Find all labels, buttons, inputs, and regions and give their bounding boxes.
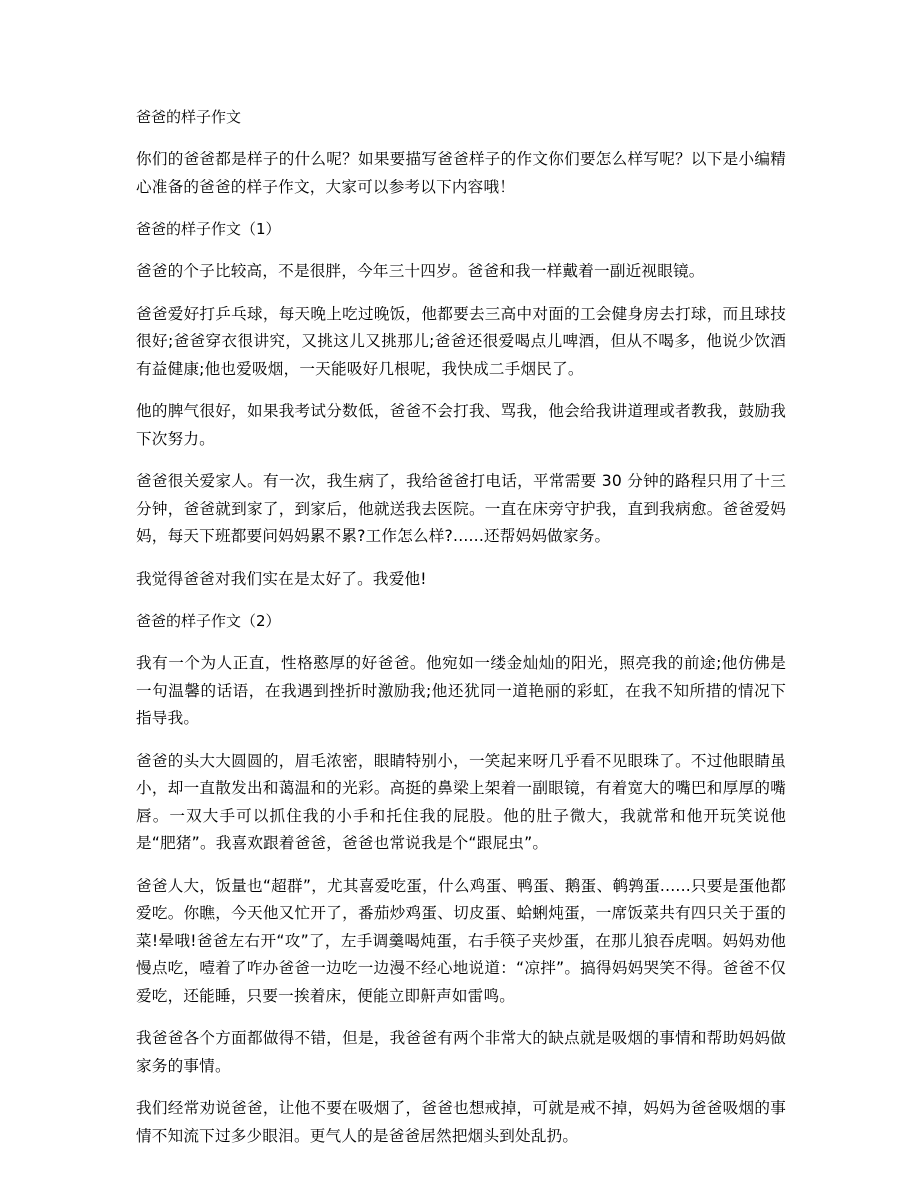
document-body (136, 104, 786, 1165)
essay-2-heading: 爸爸的样子作文（2） (136, 612, 281, 630)
essay-2-paragraph: 我爸爸各个方面都做得不错，但是，我爸爸有两个非常大的缺点就是吸烟的事情和帮助妈妈做家务的事情。 (136, 1029, 786, 1075)
essay-1-paragraph: 爸爸爱好打乒乓球，每天晚上吃过晚饭，他都要去三高中对面的工会健身房去打球，而且球技很好;爸爸穿衣很讲究，又挑这儿又挑那儿;爸爸还很爱喝点儿啤酒，但从不喝多，他说少饮酒有益健康;他也爱吸烟，一天能吸好几根呢，我快成二手烟民了。 (136, 304, 786, 378)
essay-1-paragraph: 他的脾气很好，如果我考试分数低，爸爸不会打我、骂我，他会给我讲道理或者教我，鼓励我下次努力。 (136, 402, 786, 448)
essay-1-heading: 爸爸的样子作文（1） (136, 220, 281, 238)
essay-1-paragraph: 爸爸很关爱家人。有一次，我生病了，我给爸爸打电话，平常需要 30 分钟的路程只用了十三分钟，爸爸就到家了，到家后，他就送我去医院。一直在床旁守护我，直到我病愈。爸爸爱妈妈，每天下班都要问妈妈累不累?工作怎么样?......还帮妈妈做家务。 (136, 472, 786, 545)
essay-1-paragraph: 爸爸的个子比较高，不是很胖，今年三十四岁。爸爸和我一样戴着一副近视眼镜。 (136, 262, 705, 280)
essay-2-paragraph: 我有一个为人正直，性格憨厚的好爸爸。他宛如一缕金灿灿的阳光，照亮我的前途;他仿佛是一句温馨的话语，在我遇到挫折时激励我;他还犹同一道艳丽的彩虹，在我不知所措的情况下指导我。 (136, 654, 786, 727)
essay-1-paragraph: 我觉得爸爸对我们实在是太好了。我爱他! (136, 569, 427, 588)
essay-2-paragraph: 我们经常劝说爸爸，让他不要在吸烟了，爸爸也想戒掉，可就是戒不掉，妈妈为爸爸吸烟的事情不知流下过多少眼泪。更气人的是爸爸居然把烟头到处乱扔。 (136, 1099, 786, 1145)
essay-2-paragraph: 爸爸的头大大圆圆的，眉毛浓密，眼睛特别小，一笑起来呀几乎看不见眼珠了。不过他眼睛虽小，却一直散发出和蔼温和的光彩。高挺的鼻梁上架着一副眼镜，有着宽大的嘴巴和厚厚的嘴唇。一双大手可以抓住我的小手和托住我的屁股。他的肚子微大，我就常和他开玩笑说他是“肥猪”。我喜欢跟着爸爸，爸爸也常说我是个“跟屁虫”。 (136, 751, 786, 852)
essay-2-paragraph: 爸爸人大，饭量也“超群”，尤其喜爱吃蛋，什么鸡蛋、鸭蛋、鹅蛋、鹌鹑蛋......只要是蛋他都爱吃。你瞧，今天他又忙开了，番茄炒鸡蛋、切皮蛋、蛤蜊炖蛋，一席饭菜共有四只关于蛋的菜!晕哦!爸爸左右开“攻”了，左手调羹喝炖蛋，右手筷子夹炒蛋，在那儿狼吞虎咽。妈妈劝他慢点吃，噎着了咋办爸爸一边吃一边漫不经心地说道：“凉拌”。搞得妈妈哭笑不得。爸爸不仅爱吃，还能睡，只要一挨着床，便能立即鼾声如雷鸣。 (136, 876, 786, 1005)
document-title: 爸爸的样子作文 (136, 108, 242, 126)
intro-paragraph: 你们的爸爸都是样子的什么呢？如果要描写爸爸样子的作文你们要怎么样写呢？以下是小编精心准备的爸爸的样子作文，大家可以参考以下内容哦！ (136, 150, 786, 196)
